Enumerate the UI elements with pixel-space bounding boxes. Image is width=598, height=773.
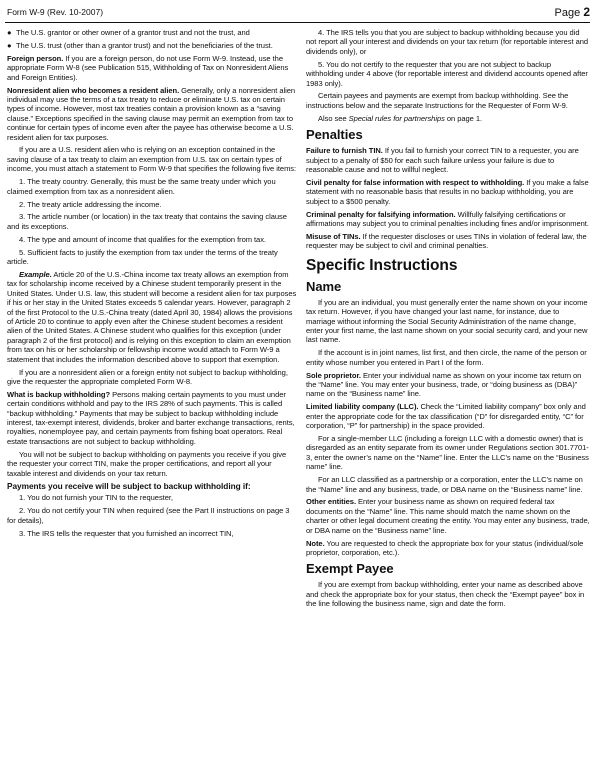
nonresident-alien-paragraph — [7, 86, 297, 142]
condition-5: 5. You do not certify to the requester that you are not subject to backup withholding under 4 above (for reportable interest and dividend accounts opened after 1983 only). — [306, 59, 588, 88]
foreign-person-heading: Foreign person. — [7, 53, 64, 63]
also-see-paragraph — [306, 114, 590, 123]
misuse-of-tins-paragraph — [306, 232, 590, 251]
failure-to-furnish-text: If you fail to furnish your correct TIN to a requester, you are subject to a penalty of $50 for each such failure unless your failure is due to reasonable cause and not to willful neglect. — [306, 146, 579, 174]
example-heading: Example. — [19, 269, 52, 279]
example-text: Article 20 of the U.S.-China income tax treaty allows an exemption from tax for scholarship income received by a Chinese student temporarily present in the United States. Under U.S. law, this student will become a resident alien for tax purposes if his or her stay in the United States exceeds 5 calendar years. However, paragraph 2 of the first Protocol to the U.S.-China treaty (dated April 30, 1984) allows the provisions of Article 20 to continue to apply even after the Chinese student becomes a resident alien of the United States. A Chinese student who qualifies for this exception (under paragraph 2 of the first protocol) and is relying on this exception to claim an exemption from tax on his or her scholarship or fellowship income would attach to Form W-9 a statement that includes the information described above to support that exemption. — [7, 269, 297, 364]
note-heading: Note. — [306, 538, 325, 548]
treaty-item-3: 3. The article number (or location) in the tax treaty that contains the saving clause and its exceptions. — [7, 212, 287, 231]
other-entities-heading: Other entities. — [306, 497, 356, 507]
foreign-person-text: If you are a foreign person, do not use Form W-9. Instead, use the appropriate Form W-8 (see Publication 515, Withholding of Tax on Nonresident Aliens and Foreign Entities). — [7, 53, 289, 82]
criminal-penalty-paragraph — [306, 210, 590, 229]
sole-proprietor-heading: Sole proprietor. — [306, 370, 361, 380]
condition-2: 2. You do not certify your TIN when required (see the Part II instructions on page 3 for details), — [7, 506, 290, 525]
page-header — [5, 4, 590, 23]
treaty-item-2: 2. The treaty article addressing the income. — [19, 199, 162, 209]
exempt-payee-heading: Exempt Payee — [306, 561, 394, 577]
other-entities-text: Enter your business name as shown on required federal tax documents on the “Name” line. This name should match the name shown on the charter or other legal document creating the entity. You may enter any business, trade, or DBA name on the “Business name” line. — [306, 497, 590, 535]
sole-proprietor-text: Enter your individual name as shown on your income tax return on the “Name” line. You may enter your business, trade, or “doing business as (DBA)” name on the “Business name” line. — [306, 370, 582, 399]
note-paragraph — [306, 539, 590, 558]
bullet-trust — [7, 41, 297, 50]
also-see-suffix: on page 1. — [444, 113, 483, 123]
bullet-grantor — [7, 28, 297, 37]
llc-partnership-paragraph: For an LLC classified as a partnership or a corporation, enter the LLC’s name on the “Name” line and any business, trade, or DBA name on the “Business name” line. — [306, 475, 583, 494]
name-paragraph-2: If the account is in joint names, list first, and then circle, the name of the person or entity whose number you entered in Part I of the form. — [306, 348, 587, 367]
misuse-of-tins-text: If the requester discloses or uses TINs in violation of federal law, the requester may be subject to civil and criminal penalties. — [306, 231, 587, 251]
name-paragraph-1: If you are an individual, you must generally enter the name shown on your income tax return. However, if you have changed your last name, for instance, due to marriage without informing the Social Security Administration of the name change, enter your first name, the last name shown on your social security card, and your new last name. — [306, 297, 588, 345]
backup-withholding-heading: What is backup withholding? — [7, 389, 111, 399]
condition-3: 3. The IRS tells the requester that you furnished an incorrect TIN, — [19, 528, 234, 538]
left-column — [7, 28, 297, 773]
page-number-label — [555, 5, 590, 19]
llc-heading: Limited liability company (LLC). — [306, 402, 419, 412]
name-heading: Name — [306, 278, 342, 294]
failure-to-furnish-paragraph — [306, 146, 590, 174]
right-column — [306, 28, 590, 773]
civil-penalty-text: If you make a false statement with no reasonable basis that results in no backup withholding, you are subject to a $500 penalty. — [306, 177, 589, 206]
criminal-penalty-text: Willfully falsifying certifications or affirmations may subject you to criminal penalties including fines and/or imprisonment. — [306, 209, 589, 228]
payments-subject-heading: Payments you receive will be subject to backup withholding if: — [7, 481, 251, 492]
condition-1: 1. You do not furnish your TIN to the requester, — [19, 493, 173, 503]
misuse-of-tins-heading: Misuse of TINs. — [306, 231, 361, 241]
page-word: Page — [554, 7, 581, 19]
page-number: 2 — [583, 5, 590, 19]
nonresident-form-w8-paragraph: If you are a nonresident alien or a foreign entity not subject to backup withholding, give the requester the appropriate completed Form W-8. — [7, 367, 288, 386]
example-paragraph — [7, 270, 297, 364]
bullet-icon: ● — [7, 28, 12, 37]
sole-proprietor-paragraph — [306, 371, 590, 399]
also-see-reference: Special rules for partnerships — [348, 113, 445, 123]
treaty-item-4: 4. The type and amount of income that qualifies for the exemption from tax. — [19, 234, 266, 244]
resident-alien-paragraph: If you are a U.S. resident alien who is relying on an exception contained in the saving clause of a tax treaty to claim an exemption from U.S. tax on certain types of income, you must attach a statement to Form W-9 that specifies the following five items: — [7, 145, 297, 174]
bullet-grantor-text: The U.S. grantor or other owner of a grantor trust and not the trust, and — [16, 28, 250, 37]
backup-withholding-paragraph — [7, 390, 297, 446]
form-label: Form W-9 (Rev. 10-2007) — [7, 7, 104, 17]
bullet-trust-text: The U.S. trust (other than a grantor trust) and not the beneficiaries of the trust. — [16, 40, 273, 50]
single-member-llc-paragraph: For a single-member LLC (including a foreign LLC with a domestic owner) that is disregarded as an entity separate from its owner under Regulations section 301.7701-3, enter the owner’s name on the “Name” line. Enter the LLC’s name on the “Business name” line. — [306, 434, 589, 472]
llc-paragraph — [306, 402, 590, 430]
specific-instructions-heading: Specific Instructions — [306, 256, 458, 274]
treaty-item-1: 1. The treaty country. Generally, this must be the same treaty under which you claimed exemption from tax as a nonresident alien. — [7, 177, 276, 196]
llc-text: Check the “Limited liability company” box only and enter the appropriate code for the tax classification (“D” for disregarded entity, “C” for corporation, “P” for partnership) in the space provided. — [306, 402, 586, 431]
note-text: You are requested to check the appropriate box for your status (individual/sole proprietor, corporation, etc.). — [306, 538, 584, 557]
civil-penalty-heading: Civil penalty for false information with respect to withholding. — [306, 177, 525, 187]
also-see-prefix: Also see — [318, 113, 349, 123]
civil-penalty-paragraph — [306, 178, 590, 206]
exempt-payees-paragraph: Certain payees and payments are exempt from backup withholding. See the instructions below and the separate Instructions for the Requester of Form W-9. — [306, 91, 569, 110]
nonresident-alien-text: Generally, only a nonresident alien individual may use the terms of a tax treaty to reduce or eliminate U.S. tax on certain types of income. However, most tax treaties contain a provision known as a “saving clause.” Exceptions specified in the saving clause may permit an exemption from tax to continue for certain types of income even after the payee has otherwise become a U.S. resident alien for tax purposes. — [7, 85, 296, 142]
will-not-be-subject-paragraph: You will not be subject to backup withholding on payments you receive if you give the requester your correct TIN, make the proper certifications, and report all your taxable interest and dividends on your tax return. — [7, 449, 287, 478]
foreign-person-paragraph — [7, 54, 297, 82]
other-entities-paragraph — [306, 497, 590, 535]
backup-withholding-text: Persons making certain payments to you must under certain conditions withhold and pay to the IRS 28% of such payments. This is called “backup withholding.” Payments that may be subject to backup withholding include interest, tax-exempt interest, dividends, broker and barter exchange transactions, rents, royalties, nonemployee pay, and certain payments from fishing boat operators. Real estate transactions are not subject to backup withholding. — [7, 389, 295, 446]
treaty-item-5: 5. Sufficient facts to justify the exemption from tax under the terms of the treaty article. — [7, 247, 278, 267]
failure-to-furnish-heading: Failure to furnish TIN. — [306, 146, 383, 156]
penalties-heading: Penalties — [306, 127, 363, 143]
nonresident-alien-heading: Nonresident alien who becomes a resident alien. — [7, 85, 180, 95]
bullet-icon: ● — [7, 40, 12, 50]
exempt-payee-paragraph: If you are exempt from backup withholding, enter your name as described above and check the appropriate box for your status, then check the “Exempt payee” box in the line following the business name, sign and date the form. — [306, 580, 585, 609]
condition-4: 4. The IRS tells you that you are subject to backup withholding because you did not report all your interest and dividends on your tax return (for reportable interest and dividends only), or — [306, 28, 589, 56]
criminal-penalty-heading: Criminal penalty for falsifying information. — [306, 209, 456, 219]
